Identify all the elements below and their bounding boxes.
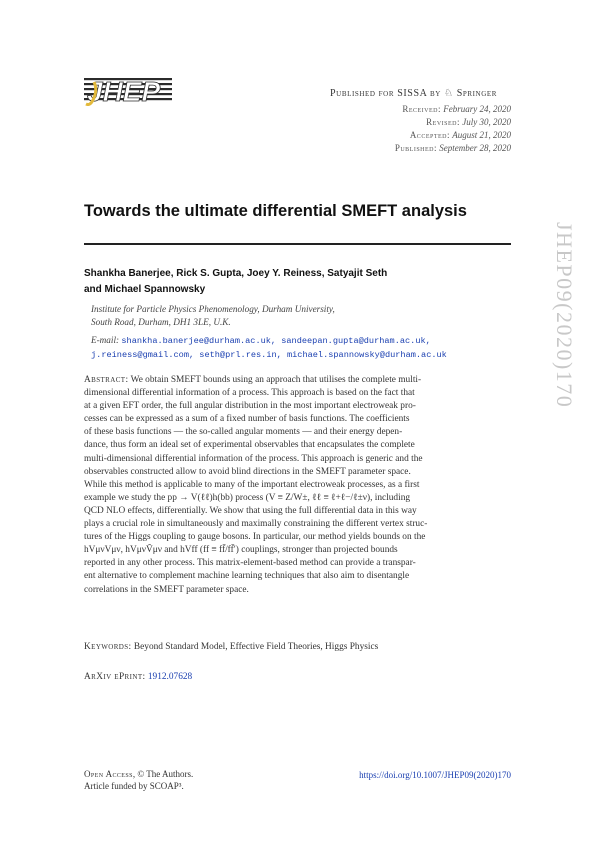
keywords-label: Keywords: xyxy=(84,642,132,652)
svg-text:JHEP09(2020)170: JHEP09(2020)170 xyxy=(552,222,577,409)
sidebar-identifier xyxy=(549,222,579,522)
keywords-text: Beyond Standard Model, Effective Field Theories, Higgs Physics xyxy=(131,642,379,652)
keywords xyxy=(84,642,378,652)
title-rule xyxy=(84,243,511,245)
published-date: Published: September 28, 2020 xyxy=(394,143,511,153)
paper-title: Towards the ultimate differential SMEFT analysis xyxy=(84,202,467,220)
revised-date: Revised: July 30, 2020 xyxy=(426,117,511,127)
svg-text:JHEP: JHEP xyxy=(87,76,161,106)
affiliation-line-2: South Road, Durham, DH1 3LE, U.K. xyxy=(91,317,231,327)
email-links-1[interactable]: shankha.banerjee@durham.ac.uk, sandeepan.gupta@durham.ac.uk, xyxy=(121,336,431,346)
authors-line-2: and Michael Spannowsky xyxy=(84,284,206,295)
funding-note: Article funded by SCOAP³. xyxy=(84,781,184,791)
arxiv-eprint xyxy=(84,672,192,682)
arxiv-label: ArXiv ePrint: xyxy=(84,672,146,682)
received-date: Received: February 24, 2020 xyxy=(402,104,511,114)
open-access-note: Open Access, © The Authors. Article funded by SCOAP³. xyxy=(84,769,194,791)
doi-link[interactable]: https://doi.org/10.1007/JHEP09(2020)170 xyxy=(359,770,511,780)
springer-icon: ♘ xyxy=(444,88,454,99)
affiliation-line-1: Institute for Particle Physics Phenomenology, Durham University, xyxy=(91,304,335,314)
authors-line-1: Shankha Banerjee, Rick S. Gupta, Joey Y. Reiness, Satyajit Seth xyxy=(84,268,388,279)
abstract: Abstract: We obtain SMEFT bounds using an approach that utilises the complete multi- dimensional differential information of a process. This approach is based on the fact that at a given EFT order, the full angular distribution in the most important electroweak pro- cesses can be expressed as a sum of a fixed number of basis functions. The coefficients of these basis functions — the so-called angular moments — and their energy depen- dance, thus form an ideal set of experimental observables that encapsulates the complete multi-dimensional differential information of the process. This approach is generic and the observables constructed allow to avoid blind directions in the SMEFT parameter space. While this method is applicable to many of the important electroweak processes, as a first example we study the pp → V(ℓℓ)h(bb) process (V ≡ Z/W±, ℓℓ ≡ ℓ+ℓ−/ℓ±ν), including QCD NLO effects, differentially. We show that using the full differential data in this way plays a crucial role in simultaneously and maximally constraining the different vertex struc- tures of the Higgs coupling to gauge bosons. In particular, our method yields bounds on the hVμνVμν, hVμνṼμν and hVff (ff ≡ ff̄/ff̄′) couplings, stronger than projected bounds reported in any other process. This matrix-element-based method can provide a transpar- ent alternative to complement machine learning techniques that also aim to disentangle correlations in the SMEFT parameter space. xyxy=(84,375,428,595)
email-links-2[interactable]: j.reiness@gmail.com, seth@prl.res.in, michael.spannowsky@durham.ac.uk xyxy=(91,350,447,360)
arxiv-link[interactable]: 1912.07628 xyxy=(147,672,193,682)
author-list xyxy=(84,266,504,298)
open-access-label: Open Access xyxy=(84,769,133,779)
email-block xyxy=(91,334,447,362)
accepted-date: Accepted: August 21, 2020 xyxy=(409,130,511,140)
abstract-label: Abstract: xyxy=(84,375,129,385)
email-label: E-mail: xyxy=(91,335,120,345)
affiliation xyxy=(91,303,335,329)
publisher-line: Published for SISSA by ♘ Springer xyxy=(330,88,498,99)
journal-logo xyxy=(84,76,172,106)
